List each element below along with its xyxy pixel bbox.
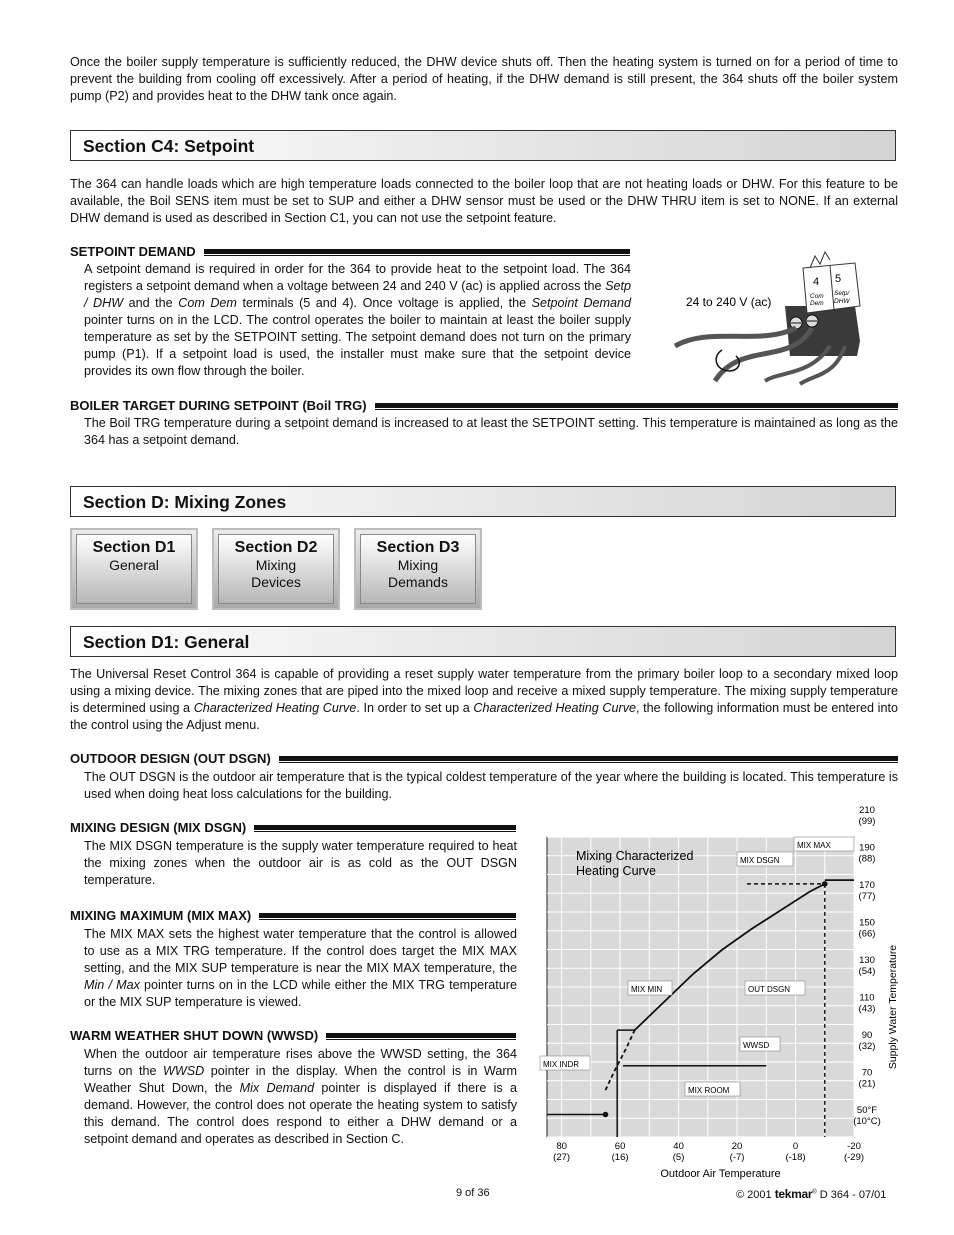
tile-section-d2[interactable] (212, 528, 340, 610)
tile-line-2: Devices (251, 574, 301, 590)
heating-curve-chart (540, 805, 900, 1180)
copyright-text: © 2001 (736, 1189, 772, 1201)
tile-inner (218, 534, 334, 604)
out-dsgn-label: OUT DSGN (748, 985, 791, 994)
mixing-max-heading-text: MIXING MAXIMUM (MIX MAX) (70, 908, 252, 923)
terminal-wiring-diagram (660, 246, 870, 396)
y-tick-label: 70 (861, 1067, 873, 1079)
mix-room-point (603, 1112, 609, 1118)
y-tick-sub-label: (77) (858, 891, 876, 902)
outdoor-design-paragraph: The OUT DSGN is the outdoor air temperature that is the typical coldest temperature of the year where the building is located. This temperature is used when doing heat loss calculations for the building. (84, 770, 898, 801)
mixing-design-paragraph: The MIX DSGN temperature is the supply water temperature required to heat the mixing zones when the outdoor air is as cold as the OUT DSGN temperature. (84, 839, 517, 887)
tile-line-1: Mixing (255, 557, 297, 573)
tile-line-2: Demands (388, 574, 448, 590)
text-run: pointer turns on in the LCD while either the MIX TRG temperature or the MIX SUP temperature is viewed. (84, 978, 517, 1009)
text-run: pointer turns on in the LCD. The control operates the boiler to maintain at least the boiler supply temperature as set by the SETPOINT setting. The setpoint demand does not turn on the primary pump (P1). If a setpoint load is used, the installer must make sure that the setpoint device provides its own flow through the boiler. (84, 313, 631, 378)
y-tick-label: 110 (859, 992, 875, 1004)
page-number: 9 of 36 (456, 1187, 490, 1199)
wire-1 (675, 328, 796, 346)
mix-max-label: MIX MAX (797, 841, 831, 850)
italic-run: WWSD (163, 1064, 205, 1078)
mixing-max-paragraph (84, 926, 517, 1011)
tile-inner (76, 534, 192, 604)
y-tick-sub-label: (88) (858, 853, 876, 865)
text-run: A setpoint demand is required in order for the 364 to provide heat to the setpoint load. The 364 registers a setpoint demand when a voltage between 24 and 240 V (ac) is applied across the (84, 262, 631, 293)
x-tick-label: 20 (731, 1141, 743, 1152)
x-tick-sub-label: (-18) (785, 1152, 806, 1163)
y-tick-label: 170 (859, 880, 875, 891)
intro-paragraph: Once the boiler supply temperature is sufficiently reduced, the DHW device shuts off. Then the heating system is turned on for a period of time to prevent the building from cooling off excessively. After a period of heating, if the DHW demand is still present, the 364 shuts off the boiler system pump (P2) and provides heat to the DHW tank once again. (70, 55, 898, 103)
y-tick-sub-label: (21) (858, 1078, 876, 1090)
y-tick-label: 50°F (856, 1105, 878, 1116)
x-tick-sub-label: (-7) (729, 1152, 745, 1163)
y-tick-label: 190 (859, 842, 875, 854)
italic-run: Setp / DHW (84, 279, 631, 310)
italic-run: Characterized Heating Curve (193, 701, 357, 715)
x-tick-sub-label: (16) (611, 1152, 629, 1163)
setp-label-1: Setp/ (834, 290, 850, 297)
heading-rule (375, 403, 898, 409)
wwsd-paragraph (84, 1046, 517, 1148)
text-run: When the outdoor air temperature rises above the WWSD setting, the 364 turns on the (84, 1047, 517, 1078)
chart-title-line-2: Heating Curve (576, 864, 656, 878)
y-tick-sub-label: (99) (858, 816, 876, 827)
setpoint-demand-paragraph (84, 261, 631, 380)
x-tick-sub-label: (27) (553, 1152, 571, 1163)
text-run: terminals (5 and 4). Once voltage is applied, the (236, 296, 532, 310)
boiler-target-heading (70, 398, 898, 413)
italic-run: Com Dem (178, 296, 237, 310)
outdoor-design-heading-text: OUTDOOR DESIGN (OUT DSGN) (70, 751, 271, 766)
y-tick-sub-label: (43) (858, 1003, 876, 1015)
wwsd-heading-text: WARM WEATHER SHUT DOWN (WWSD) (70, 1028, 319, 1043)
x-tick-label: 60 (614, 1141, 626, 1152)
terminal-4-label: 4 (813, 276, 820, 288)
boiler-target-heading-text: BOILER TARGET DURING SETPOINT (Boil TRG) (70, 398, 367, 413)
heading-rule (204, 249, 630, 255)
terminal-block-side (785, 306, 860, 356)
text-run: The MIX MAX sets the highest water temperature that the control is allowed to use as a MIX TRG temperature. If the control does target the MIX MAX setting, and the MIX SUP temperature is near the MIX MAX temperature, the (84, 927, 517, 975)
x-axis-title: Outdoor Air Temperature (660, 1168, 781, 1180)
com-label-1: Com (810, 293, 824, 300)
text-run: and the (123, 296, 179, 310)
mixing-max-heading (70, 908, 516, 923)
tile-section-d3[interactable] (354, 528, 482, 610)
mix-dsgn-label: MIX DSGN (740, 856, 780, 865)
x-tick-sub-label: (-29) (843, 1152, 865, 1163)
tile-section-d1[interactable] (70, 528, 198, 610)
text-run: . In order to set up a (356, 701, 474, 715)
section-c4-header (70, 130, 896, 161)
italic-run: Min / Max (84, 978, 140, 992)
heading-rule (279, 756, 898, 762)
section-d-title: Section D: Mixing Zones (83, 492, 287, 512)
y-tick-sub-label: (54) (858, 966, 876, 977)
italic-run: Mix Demand (239, 1081, 315, 1095)
doc-number: D 364 - 07/01 (819, 1189, 887, 1201)
mix-min-label: MIX MIN (631, 985, 663, 994)
x-tick-label: 80 (556, 1141, 567, 1152)
chart-title-line-1: Mixing Characterized (576, 849, 694, 863)
y-tick-label: 150 (859, 917, 875, 929)
y-tick-label: 130 (859, 955, 875, 966)
tile-line-1: General (109, 557, 159, 573)
mixing-design-heading-text: MIXING DESIGN (MIX DSGN) (70, 820, 247, 835)
y-tick-sub-label: (32) (858, 1041, 876, 1052)
section-d1-header (70, 626, 896, 657)
outdoor-design-heading (70, 751, 898, 766)
heading-rule (254, 825, 516, 831)
com-label-2: Dem (810, 300, 824, 307)
tile-title: Section D1 (92, 539, 176, 556)
tile-inner (360, 534, 476, 604)
section-c4-title: Section C4: Setpoint (83, 136, 255, 156)
setp-label-2: DHW (834, 298, 850, 305)
italic-run: Characterized Heating Curve (473, 701, 637, 715)
text-run: pointer is displayed if there is a demand. However, the control does not operate the heating system to satisfy this demand. The control does respond to either a DHW demand or a setpoint demand and operates as described in Section C. (84, 1081, 518, 1146)
heading-rule (259, 913, 516, 919)
x-tick-sub-label: (5) (672, 1152, 685, 1163)
boiler-target-paragraph: The Boil TRG temperature during a setpoint demand is increased to at least the SETPOINT setting. This temperature is maintained as long as the 364 has a setpoint demand. (84, 416, 898, 447)
text-run: pointer in the display. When the control is in Warm Weather Shut Down, the (84, 1064, 518, 1095)
x-tick-label: -20 (847, 1141, 861, 1152)
italic-run: Setpoint Demand (531, 296, 631, 310)
mix-room-label: MIX ROOM (688, 1086, 730, 1095)
section-d-header (70, 486, 896, 517)
mixing-design-heading (70, 820, 516, 835)
wwsd-label: WWSD (743, 1041, 770, 1050)
brand-logo: tekmar (774, 1187, 813, 1201)
x-tick-label: 0 (792, 1141, 799, 1152)
y-tick-label: 90 (861, 1030, 873, 1041)
mix-dsgn-point (822, 881, 828, 887)
y-tick-label: 210 (859, 805, 875, 816)
x-tick-label: 40 (673, 1141, 684, 1152)
section-c4-paragraph: The 364 can handle loads which are high temperature loads connected to the boiler loop that are not heating loads or DHW. For this feature to be available, the Boil SENS item must be set to SUP and either a DHW sensor must be used or the DHW THRU item is set to NONE. If an external DHW demand is used as described in Section C1, you can not use the setpoint feature. (70, 177, 898, 225)
voltage-label: 24 to 240 V (ac) (686, 295, 772, 309)
tile-line-1: Mixing (397, 557, 439, 573)
y-tick-sub-label: (10°C) (853, 1116, 881, 1127)
terminal-5-label: 5 (835, 273, 842, 285)
tile-title: Section D2 (234, 539, 318, 556)
y-tick-sub-label: (66) (858, 928, 876, 940)
y-axis-title: Supply Water Temperature (887, 944, 899, 1070)
section-d1-title: Section D1: General (83, 632, 250, 652)
section-d1-paragraph (70, 666, 898, 734)
setpoint-demand-heading (70, 244, 630, 259)
heading-rule (326, 1033, 516, 1039)
wwsd-heading (70, 1028, 516, 1043)
mix-indr-label: MIX INDR (543, 1060, 579, 1069)
text-run: , the following information must be entered into the control using the Adjust menu. (70, 701, 898, 732)
copyright-line: © 2001 tekmar® D 364 - 07/01 (736, 1187, 887, 1201)
setpoint-demand-heading-text: SETPOINT DEMAND (70, 244, 196, 259)
tile-title: Section D3 (376, 539, 460, 556)
text-run: The Universal Reset Control 364 is capable of providing a reset supply water temperature from the primary boiler loop to a secondary mixed loop using a mixing device. The mixing zones that are piped into the mixed loop and receive a mixed supply temperature. The mixing supply temperature is determined using a (70, 667, 898, 715)
